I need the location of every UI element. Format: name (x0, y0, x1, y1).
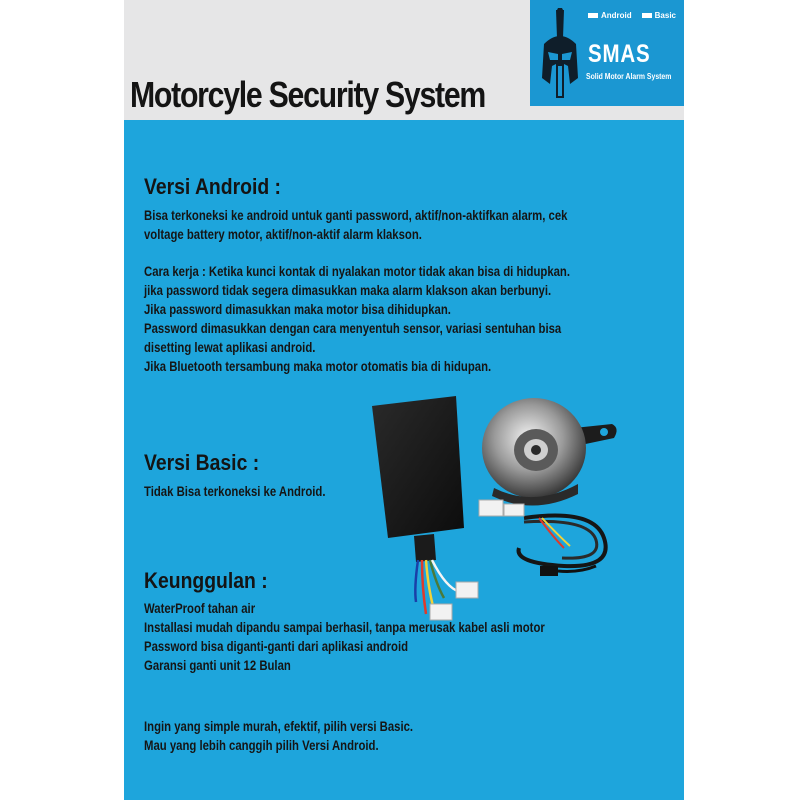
advantage-item: WaterProof tahan air (144, 601, 256, 616)
legend-label-basic: Basic (654, 11, 676, 20)
wire-harness-icon (479, 500, 606, 576)
poster (124, 0, 684, 800)
android-intro (144, 206, 567, 244)
android-intro-line: voltage battery motor, aktif/non-aktif alarm klakson. (144, 227, 422, 242)
brand-logo (530, 0, 684, 106)
closing-line: Ingin yang simple murah, efektif, pilih versi Basic. (144, 719, 414, 734)
android-howto-line: Password dimasukkan dengan cara menyentuh sensor, variasi sentuhan bisa (144, 321, 562, 336)
content-panel (124, 120, 684, 800)
android-howto-line: Cara kerja : Ketika kunci kontak di nyalakan motor tidak akan bisa di hidupkan. (144, 264, 571, 279)
android-title: Versi Android : (144, 174, 281, 199)
brand-name: SMAS (588, 40, 651, 68)
basic-text: Tidak Bisa terkoneksi ke Android. (144, 484, 326, 499)
legend-swatch-icon (642, 13, 652, 18)
android-howto-line: Jika password dimasukkan maka motor bisa dihidupkan. (144, 302, 451, 317)
legend-label-android: Android (600, 11, 632, 20)
advantages-title: Keunggulan : (144, 568, 268, 593)
advantage-item: Password bisa diganti-ganti dari aplikasi android (144, 639, 409, 654)
alarm-module-icon (372, 396, 478, 620)
spartan-helmet-icon (540, 8, 580, 102)
advantage-item: Garansi ganti unit 12 Bulan (144, 658, 291, 673)
android-howto-line: jika password tidak segera dimasukkan maka alarm klakson akan berbunyi. (144, 283, 552, 298)
brand-tagline: Solid Motor Alarm System (586, 72, 672, 81)
legend-swatch-icon (588, 13, 598, 18)
android-howto-line: Jika Bluetooth tersambung maka motor otomatis bia di hidupan. (144, 359, 492, 374)
legend-item-android (588, 11, 632, 20)
horn-speaker-icon (482, 398, 617, 506)
android-howto-line: disetting lewat aplikasi android. (144, 340, 316, 355)
page-title: Motorcyle Security System (130, 74, 486, 115)
basic-title: Versi Basic : (144, 450, 260, 475)
android-intro-line: Bisa terkoneksi ke android untuk ganti password, aktif/non-aktifkan alarm, cek (144, 208, 568, 223)
product-illustration (364, 388, 634, 628)
closing-text (144, 717, 413, 755)
android-howto (144, 262, 570, 376)
version-legend (588, 11, 676, 20)
closing-line: Mau yang lebih canggih pilih Versi Android. (144, 738, 379, 753)
advantage-item: Installasi mudah dipandu sampai berhasil, tanpa merusak kabel asli motor (144, 620, 545, 635)
legend-item-basic (642, 11, 676, 20)
